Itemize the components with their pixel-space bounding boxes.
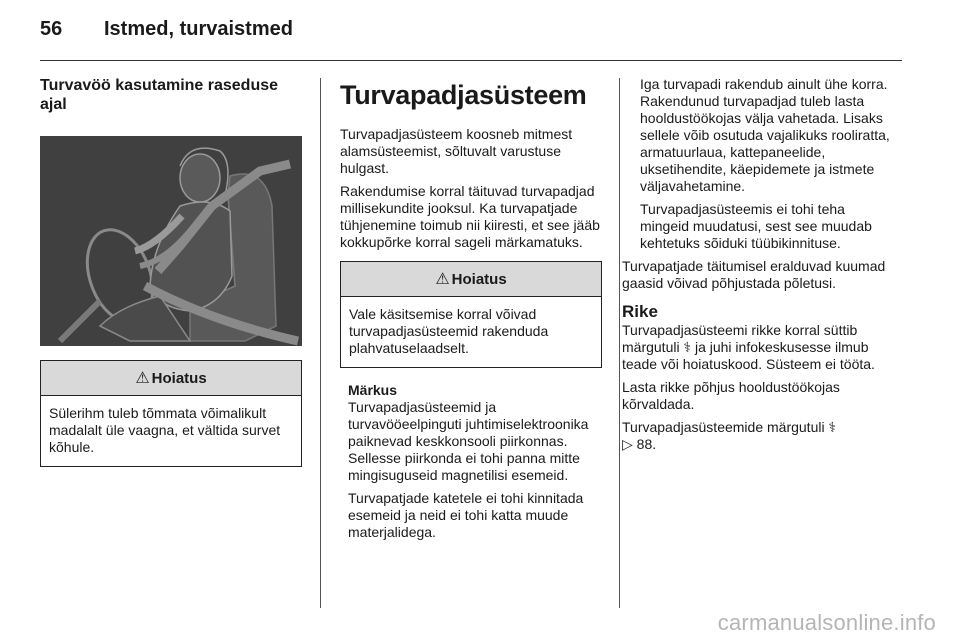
warning-label: Hoiatus bbox=[451, 270, 507, 288]
note-paragraph: Turvapatjade katetele ei tohi kinnitada esemeid ja neid ei tohi katta muude materjalidega. bbox=[348, 490, 584, 540]
warning-triangle-icon: ⚠ bbox=[435, 270, 450, 288]
warning-header bbox=[341, 262, 601, 297]
paragraph bbox=[622, 419, 894, 453]
warning-box bbox=[40, 360, 302, 467]
paragraph: Turvapadjasüsteem koosneb mitmest alamsüsteemist, sõltuvalt varustuse hulgast. bbox=[340, 126, 573, 176]
watermark: carmanualsonline.info bbox=[717, 610, 936, 635]
seatbelt-illustration-svg bbox=[40, 136, 302, 346]
warning-triangle-icon: ⚠ bbox=[135, 369, 150, 387]
subheading-rike: Rike bbox=[622, 302, 658, 321]
main-title: Turvapadjasüsteem bbox=[340, 80, 587, 110]
left-column bbox=[40, 76, 302, 481]
page-number: 56 bbox=[40, 18, 63, 40]
note-paragraph: Turvapadjasüsteemid ja turvavööeelpinguti juhtimiselektroonika paiknevad keskkonsooli piirkonnas. Sellesse piirkonda ei tohi panna mitte mingisuguseid magnetilisi esemeid. bbox=[348, 399, 589, 483]
column-divider bbox=[619, 78, 620, 608]
paragraph: Turvapatjade täitumisel eralduvad kuumad gaasid võivad põhjustada põletusi. bbox=[622, 258, 886, 291]
note-paragraph: Turvapadjasüsteemis ei tohi teha mingeid muudatusi, sest see muudab kehtetuks sõiduki tüübikinnituse. bbox=[640, 201, 872, 251]
text: Turvapadjasüsteemi rikke korral süttib märgutuli bbox=[622, 322, 858, 355]
note-title: Märkus bbox=[348, 382, 398, 398]
airbag-warning-icon: ⚕ bbox=[828, 419, 837, 435]
warning-text: Sülerihm tuleb tõmmata võimalikult madalalt üle vaagna, et vältida survet kõhule. bbox=[49, 405, 281, 455]
page-reference-icon: ▷ bbox=[622, 436, 633, 452]
note-paragraph: Iga turvapadi rakendub ainult ühe korra. Rakendunud turvapadjad tuleb lasta hooldustöökojas välja vahetada. Lisaks sellele võib osutuda vajalikuks rooliratta, armatuurlaua, kattepaneelide, uksetihendite, käepidemete ja istmete väljavahetamine. bbox=[640, 76, 890, 194]
airbag-warning-icon: ⚕ bbox=[683, 339, 692, 355]
header-rule bbox=[40, 60, 902, 61]
paragraph: Rakendumise korral täituvad turvapadjad millisekundite jooksul. Ka turvapatjade tühjenemine toimub nii kiiresti, et see jääb kokkupõrke korral sageli märkamatuks. bbox=[340, 183, 600, 250]
warning-label: Hoiatus bbox=[151, 369, 207, 387]
middle-column bbox=[340, 76, 602, 547]
warning-box bbox=[340, 261, 602, 368]
text: Turvapadjasüsteemide märgutuli bbox=[622, 419, 825, 435]
pregnant-seatbelt-illustration bbox=[40, 136, 302, 346]
right-column bbox=[622, 76, 894, 459]
text: ja juhi infokeskusesse ilmub teade või hoiatuskood. Süsteem ei tööta. bbox=[622, 339, 875, 372]
paragraph bbox=[622, 322, 894, 373]
page-header bbox=[40, 18, 293, 48]
paragraph: Lasta rikke põhjus hooldustöökojas kõrvaldada. bbox=[622, 379, 840, 412]
warning-text: Vale käsitsemise korral võivad turvapadjasüsteemid rakenduda plahvatuselaadselt. bbox=[349, 306, 549, 356]
page-reference-link[interactable]: 88. bbox=[636, 436, 657, 452]
warning-header bbox=[41, 361, 301, 396]
column-divider bbox=[320, 78, 321, 608]
section-title: Istmed, turvaistmed bbox=[104, 18, 293, 40]
left-heading: Turvavöö kasutamine raseduse ajal bbox=[40, 77, 279, 113]
